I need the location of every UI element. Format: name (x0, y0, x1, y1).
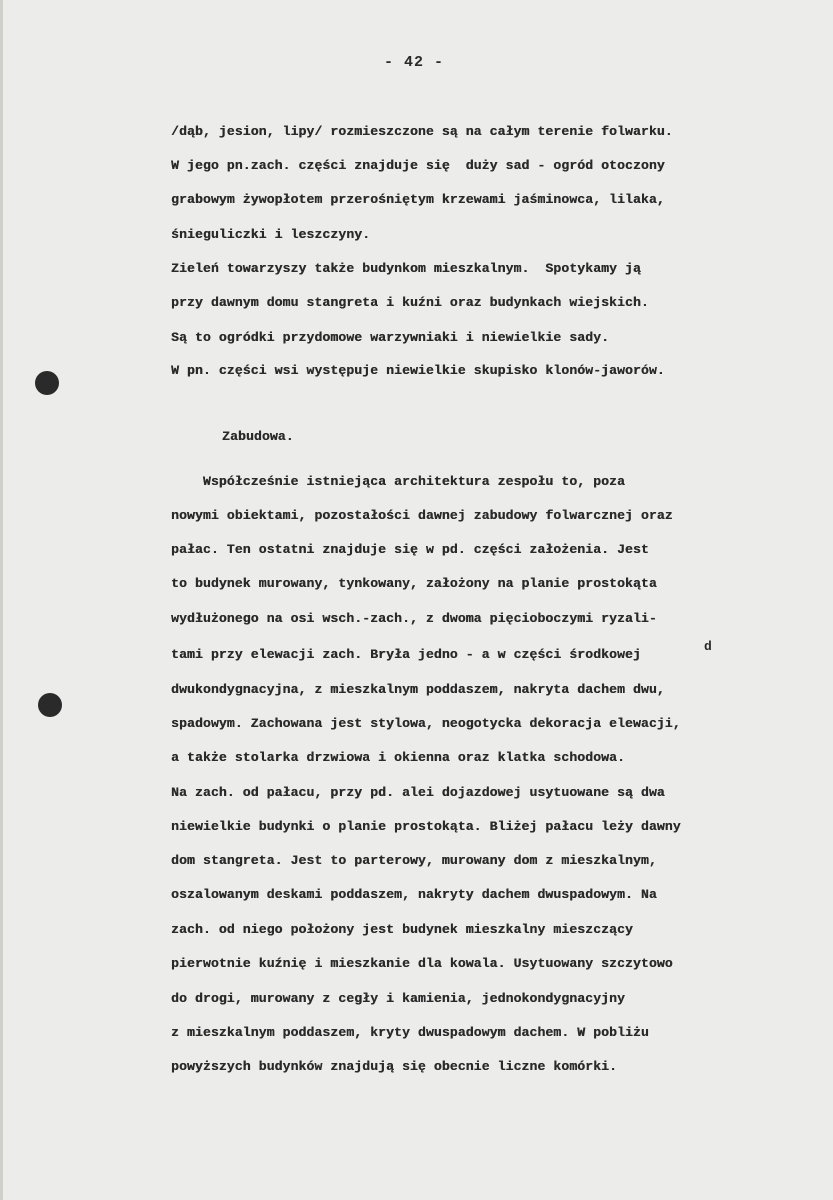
text-line: oszalowanym deskami poddaszem, nakryty dachem dwuspadowym. Na (171, 887, 657, 902)
text-line: Na zach. od pałacu, przy pd. alei dojazdowej usytuowane są dwa (171, 785, 665, 800)
text-line: z mieszkalnym poddaszem, kryty dwuspadowym dachem. W pobliżu (171, 1025, 649, 1040)
text-line: niewielkie budynki o planie prostokąta. Bliżej pałacu leży dawny (171, 819, 681, 834)
text-line: nowymi obiektami, pozostałości dawnej zabudowy folwarcznej oraz (171, 508, 673, 523)
text-line: powyższych budynków znajdują się obecnie liczne komórki. (171, 1059, 617, 1074)
text-line: a także stolarka drzwiowa i okienna oraz klatka schodowa. (171, 750, 625, 765)
text-line: dwukondygnacyjna, z mieszkalnym poddaszem, nakryta dachem dwu, (171, 682, 665, 697)
text-line: W jego pn.zach. części znajduje się duży sad - ogród otoczony (171, 158, 665, 173)
text-line: Są to ogródki przydomowe warzywniaki i niewielkie sady. (171, 330, 610, 345)
page-number: - 42 - (384, 54, 445, 71)
text-line: śnieguliczki i leszczyny. (171, 227, 371, 242)
text-line: /dąb, jesion, lipy/ rozmieszczone są na całym terenie folwarku. (171, 124, 673, 139)
text-line: W pn. części wsi występuje niewielkie skupisko klonów-jaworów. (171, 363, 665, 378)
text-line: to budynek murowany, tynkowany, założony na planie prostokąta (171, 576, 657, 591)
text-line: przy dawnym domu stangreta i kuźni oraz budynkach wiejskich. (171, 295, 649, 310)
section-heading: Zabudowa. (222, 429, 294, 444)
text-line: pierwotnie kuźnię i mieszkanie dla kowala. Usytuowany szczytowo (171, 956, 673, 971)
text-line: zach. od niego położony jest budynek mieszkalny mieszczący (171, 922, 633, 937)
text-line: grabowym żywopłotem przerośniętym krzewami jaśminowca, lilaka, (171, 192, 665, 207)
text-line: dom stangreta. Jest to parterowy, murowany dom z mieszkalnym, (171, 853, 657, 868)
text-line: spadowym. Zachowana jest stylowa, neogotycka dekoracja elewacji, (171, 716, 681, 731)
text-line: Zieleń towarzyszy także budynkom mieszkalnym. Spotykamy ją (171, 261, 641, 276)
text-line: tami przy elewacji zach. Bryła jedno - a w części środkowej (171, 647, 641, 662)
text-line: Współcześnie istniejąca architektura zespołu to, poza (171, 474, 625, 489)
text-line: pałac. Ten ostatni znajduje się w pd. części założenia. Jest (171, 542, 649, 557)
text-line: wydłużonego na osi wsch.-zach., z dwoma pięcioboczymi ryzali- (171, 611, 657, 626)
text-line: do drogi, murowany z cegły i kamienia, jednokondygnacyjny (171, 991, 625, 1006)
handwritten-correction: d (704, 639, 712, 654)
